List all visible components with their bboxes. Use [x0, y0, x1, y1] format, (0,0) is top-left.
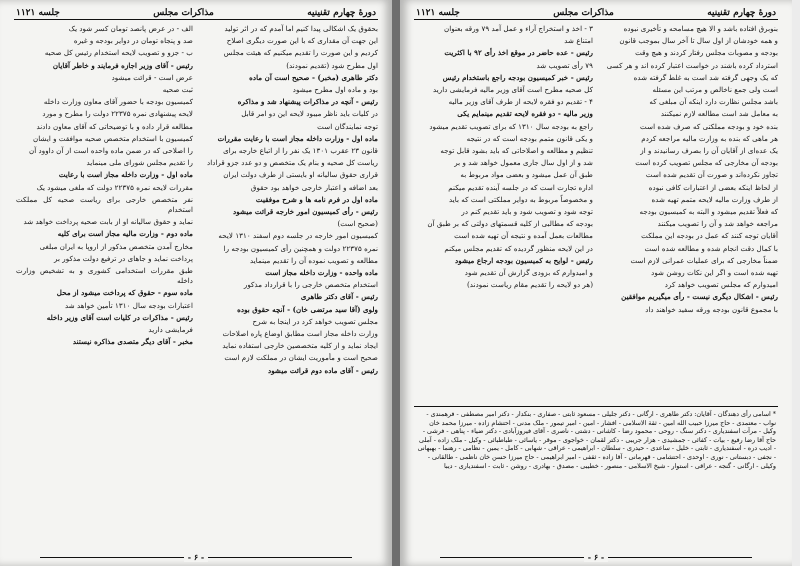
text-line: ولوی (آقا سید مرتضی خان) - آنچه حقوق بوده	[237, 304, 378, 314]
text-line: ماده اول - وزارت داخله مجاز است با رعایت مقررات	[217, 133, 378, 143]
text-line: بودجه که مطالبی از کلیه قسمتهای دولتی که بر طبق آن	[427, 219, 593, 229]
text-line: را تقدیم مجلس شورای ملی مینماید	[86, 158, 193, 168]
text-line: مطالعات بعمل آمده و نتیجه آن تهیه شده است	[454, 231, 593, 241]
text-line: رئیس - لوایح به کمیسیون بودجه ارجاع میشود	[455, 255, 593, 265]
text-column-right	[201, 24, 378, 512]
text-line: رئیس - رأی کمیسیون امور خارجه قرائت میشود	[233, 207, 378, 217]
text-line: رئیس - آقای دکتر طاهری	[300, 292, 378, 302]
text-line: باشد مجلس نظارت دارد اینکه آن مبلغی که	[649, 97, 778, 107]
text-line: دکتر طاهری (مخبر) - صحیح است آن ماده	[249, 72, 378, 82]
text-line: وزیر مالیه - دو فقره لایحه تقدیم مینمایم یکی	[457, 109, 593, 119]
text-line: کمیسیون با استخدام متخصص صحیه موافقت و ایشان	[32, 133, 193, 143]
text-line: کمیسیون امور خارجه در جلسه دوم اسفند ۱۳۱۰ لایحه	[218, 231, 378, 241]
header-title: مذاکرات مجلس	[153, 7, 214, 18]
text-line: بودجه و مصوبات مجلس رفتار کردند و هیچ وقت	[635, 48, 778, 58]
text-line: ۷۹ رأی تصویب شد	[536, 60, 593, 70]
text-line: کردیم و این صورت را تقدیم میکنیم که هیئت مجلس	[223, 48, 378, 58]
text-line: نماید و حقوق سالیانه او از بابت صحیه پرداخت خواهد شد	[23, 217, 193, 227]
text-column-left	[16, 24, 193, 512]
text-line: بحقوق یک اشکالی پیدا کنیم اما آمدم که در اثر تولید	[224, 24, 378, 33]
text-line: ماده واحده - وزارت داخله مجاز است	[265, 268, 378, 278]
text-line: رئیس - آقای وزیر اجازه فرمایند و خاطر آقایان	[52, 60, 193, 70]
text-line: ب - جزو و تصویب لایحه استخدام رئیس کل صحیه	[44, 48, 193, 58]
text-line: کمیسیون بودجه با حضور آقای معاون وزارت داخله	[43, 97, 193, 107]
text-line: وزارت داخله مجاز است مطابق اوضاع پاره اصلاحات	[222, 329, 378, 339]
page-header	[414, 6, 778, 20]
text-line: طبق مقررات استخدامی کشوری و به تشخیص وزارت داخله	[16, 266, 193, 286]
text-line: از طرف وزارت مالیه لایحه متمم تهیه شده	[651, 194, 778, 204]
text-line: مطالعه و تصویب نموده آن را تقدیم مینماید	[250, 255, 378, 265]
text-line: به معامل شد است مطالعه لازم نمیکنند	[660, 109, 778, 119]
header-period: دورهٔ چهارم تقنینیه	[707, 7, 776, 18]
text-line: و یکی قانون متمم بودجه است که در نتیجه	[466, 133, 593, 143]
text-line: ماده اول در فرم نامه ها و شرح موفقیت	[255, 194, 378, 204]
text-line: مخارج آمدن متخصص مذکور از اروپا به ایران مبلغی	[39, 241, 193, 251]
text-line: رئیس - خبر کمیسیون بودجه راجع باستخدام رئیس	[442, 72, 593, 82]
text-line: مقررات لایحه نمره ۲۲۳۷۵ دولت که ملغی میشود یک	[36, 182, 193, 192]
text-line: صحیح است و مأموریت ایشان در مملکت لازم است	[224, 353, 378, 363]
text-column-left	[416, 24, 593, 404]
page-number: - ۶ -	[400, 552, 792, 562]
text-line: با کمال دقت انجام شده و مطالعه شده است	[644, 243, 778, 253]
text-line: که یک وجهی گرفته شد است به غلط گرفته شده	[633, 72, 778, 82]
text-line: در این لایحه منظور گردیده که تقدیم مجلس میکنم	[444, 243, 593, 253]
footnotes: * اسامی رأی دهندگان - آقایان: دکتر طاهری - ارگانی - دکتر جلیلی - مسعود ثابتی - صفاری - بنکدار - دکتر امیر مصطفی - فرهمندی - نواب - معتمدی - حاج میرزا حبیب الله امین - ثقة الاسلامی - افشار - امین - امیر تیمور - ملک مدنی - احتشام زاده - میرزا محمد خان وکیل - مرآت اسفندیاری - دکتر سنگ - روحی - محمود رضا - کاشانی - دشتی - ناصری - آقای فیروزآبادی - دکتر ضیاء - پناهی - فرشی - حاج آقا رضا رفیع - بیات - کفائی - جمشیدی - هزار جریبی - دکتر لقمان - خواجوی - موقر - یاسائی - طباطبائی - وکیل - ملک زاده - آملی - ادیب دره - اسفندیاری - ثابتی - خلیل - ساعدی - حیدری - سلطان - ابراهیمی - عراقی - شهابی - کامل - یمین - نظامی - رهنما - بهبهانی - نجفی - دبستانی - نوری - اوحدی - احتشامی - قهرمانی - آقا زاده - ثقفی - امیر ابراهیمی - حاج میرزا حسن خان ناظمی - طالقانی - وکیلی - ارگانی - گنجه - عراقی - استوار - شیخ الاسلامی - منصور - خطیبی - مصدق - بهادری - روشن - ثابت - اسفندیاری - دیبا	[417, 410, 776, 470]
text-line: بنده خود و بودجه مملکتی که صرف شده است	[640, 121, 778, 131]
text-line: بودجه آن مخارجی که مجلس تصویب کرده است	[635, 158, 778, 168]
text-line: طبق آن عمل میشود و بعضی مواد مربوط به	[460, 170, 593, 180]
text-columns	[414, 24, 778, 404]
text-line: مراجعه خواهد شد و آن را تصویب میکنند	[657, 219, 778, 229]
text-line: رئیس - اشکال دیگری نیست - رأی میگیریم موافقین	[621, 292, 778, 302]
header-period: دورهٔ چهارم تقنینیه	[307, 7, 376, 18]
page-number: - ۶ -	[0, 552, 392, 562]
text-line: ۳ - اخذ و استخراج آراء و عمل آمد ۷۹ ورقه بعنوان	[444, 24, 593, 33]
text-line: استرداد کرده باشند در خواست اعتبار کرده اند و هر کسی	[606, 60, 778, 70]
text-line: تهیه شده است و اگر این نکات روشن شود	[651, 268, 778, 278]
text-line: بود و ماده اول مطرح میشود	[292, 85, 378, 95]
text-line: راجع به بودجه سال ۱۳۱۰ که برای تصویب تقدیم میشود	[429, 121, 593, 131]
text-line: از لحاظ اینکه بعضی از اعتبارات کافی نبوده	[648, 182, 778, 192]
text-line: عرض است - قرائت میشود	[111, 72, 193, 82]
text-line: ماده دوم - وزارت مالیه مجاز است برای کلیه	[57, 229, 193, 239]
text-line: ایجاد نماید و از کلیه متخصصین خارجی استفاده نماید	[222, 341, 378, 351]
text-line: امتناع شد	[564, 36, 593, 46]
text-line: را اصلاحی که در ضمن ماده واحده است از آن داوود آن	[29, 146, 193, 156]
text-line: رئیس - آقای ماده دوم قرائت میشود	[268, 365, 378, 375]
text-line: در کلیات باید ناظر میبود لایحه این دو امر قابل	[241, 109, 378, 119]
text-line: ثبت صحیه	[162, 85, 193, 95]
text-line: ضمناً مخارجی که برای عملیات عمرانی لازم است	[630, 255, 778, 265]
text-line: ریاست کل صحیه و بنام یک متخصص و دو عدد جزو قراداد	[207, 158, 378, 168]
header-session: جلسه ۱۱۲۱	[16, 7, 60, 18]
text-line: اعتبارات بودجه سال ۱۳۱۰ تأمین خواهد شد	[64, 300, 193, 310]
text-line: لایحه پیشنهادی نمره ۲۲۳۷۵ دولت را مطرح و مورد	[42, 109, 193, 119]
left-page	[0, 0, 392, 566]
text-line: اول مطرح شود (تقدیم نمودند)	[286, 60, 378, 70]
text-line: الف - در عرض پانصد تومان کسر شود یک	[68, 24, 193, 33]
page-header	[14, 6, 378, 20]
text-line: یک عده‌ای از آقایان آن را بصرف رسانیدند و از	[640, 146, 778, 156]
text-line: هر ماهی که بنده به وزارت مالیه مراجعه کردم	[641, 133, 778, 143]
text-line: است ولی جمع ناخالص و مرتب این مسئله	[652, 85, 778, 95]
header-session: جلسه ۱۱۲۱	[416, 7, 460, 18]
text-line: امیدوارم که مجلس تصویب خواهد کرد	[664, 280, 778, 290]
text-line: فرمایشی دارید	[148, 325, 193, 335]
text-line: بنوبرق افتاده باشد و الا هیچ مسامحه و تأخیری نبوده	[623, 24, 778, 33]
text-line: (هر دو لایحه را تقدیم مقام ریاست نمودند)	[467, 280, 593, 290]
text-line: استخدام متخصص خارجی را با قرارداد مذکور	[243, 280, 378, 290]
text-line: و همه خودشان از اول سال تا آخر سال بموجب قانون	[619, 36, 778, 46]
text-line: توجه شود و تصویب شود و باید تقدیم کنم در	[461, 207, 593, 217]
text-line: کل صحیه مطرح است آقای وزیر مالیه فرمایشی دارید	[432, 85, 593, 95]
text-line: رئیس - آنچه در مذاکرات پیشنهاد شد و مذاکره	[237, 97, 378, 107]
text-line: نمره ۲۲۳۷۵ دولت و همچنین رأی کمیسیون بودجه را	[223, 243, 378, 253]
book-gutter	[392, 0, 400, 566]
text-line: اداره تجارت است که در جلسه آینده تقدیم میکنم	[448, 182, 593, 192]
text-line: بعد اضافه و اعتبار خارجی خواهد بود حقوق	[250, 182, 378, 192]
text-line: قانون ۲۳ عقرب ۱۳۰۱ یک نفر را از اتباع خارجه برای	[223, 146, 378, 156]
text-line: ۴ - تقدیم دو فقره لایحه از طرف آقای وزیر مالیه	[448, 97, 593, 107]
text-line: مخبر - آقای دیگر متصدی مذاکره نیستند	[72, 337, 193, 347]
text-line: رئیس - مذاکرات در کلیات است آقای وزیر داخله	[46, 312, 193, 322]
text-line: توجه نمایندگان است	[317, 121, 378, 131]
right-page	[400, 0, 792, 566]
text-line: (صحیح است)	[337, 219, 378, 229]
text-line: شد و از اول سال جاری معمول خواهد شد و بر	[454, 158, 593, 168]
text-line: تجاوز نکرده‌اند و صورت آن تقدیم شده است	[645, 170, 778, 180]
text-line: مجلس تصویب خواهد کرد در اینجا به شرح	[252, 316, 378, 326]
text-line: نفر متخصص خارجی برای ریاست صحیه کل مملکت استخدام	[16, 194, 193, 215]
text-column-right	[601, 24, 778, 404]
text-line: با مجموع قانون بودجه ورقه سفید خواهند داد	[645, 304, 778, 314]
header-title: مذاکرات مجلس	[553, 7, 614, 18]
text-line: مطالعه قرار داده و با توضیحاتی که آقای معاون دادند	[36, 121, 193, 131]
text-line: و امیدوارم که بزودی گزارش آن تقدیم شود	[464, 268, 593, 278]
text-line: قراری حقوق سالیانه او بایستی از طرف دولت ایران	[223, 170, 378, 180]
text-line: آقایان توجه کنند که عمل در بودجه این مملکت	[641, 231, 778, 241]
text-line: و مخصوصاً مربوط به دوایر مملکتی است که باید	[449, 194, 593, 204]
text-line: این جهت آن مقداری که با این صورت دیگری اصلاح	[226, 36, 378, 46]
text-line: تنظیم و مطالعه و اصلاحاتی که باید بشود قابل توجه	[440, 146, 593, 156]
text-line: ماده اول - وزارت داخله مجاز است با رعایت	[58, 170, 193, 180]
text-line: ماده سوم - حقوق که پرداخت میشود از محل	[56, 288, 193, 298]
text-columns	[14, 24, 378, 512]
text-line: که فعلاً تقدیم میشود و البته به کمیسیون بودجه	[639, 207, 778, 217]
text-line: پرداخت نماید و جاهای در ترفیع دولت مذکور بر	[54, 253, 193, 263]
text-line: صد و پنجاه تومان در دوایر بودجه و غیره	[73, 36, 193, 46]
text-line: رئیس - عده حاضر در موقع اخذ رأی ۹۲ با اکثریت	[444, 48, 593, 58]
